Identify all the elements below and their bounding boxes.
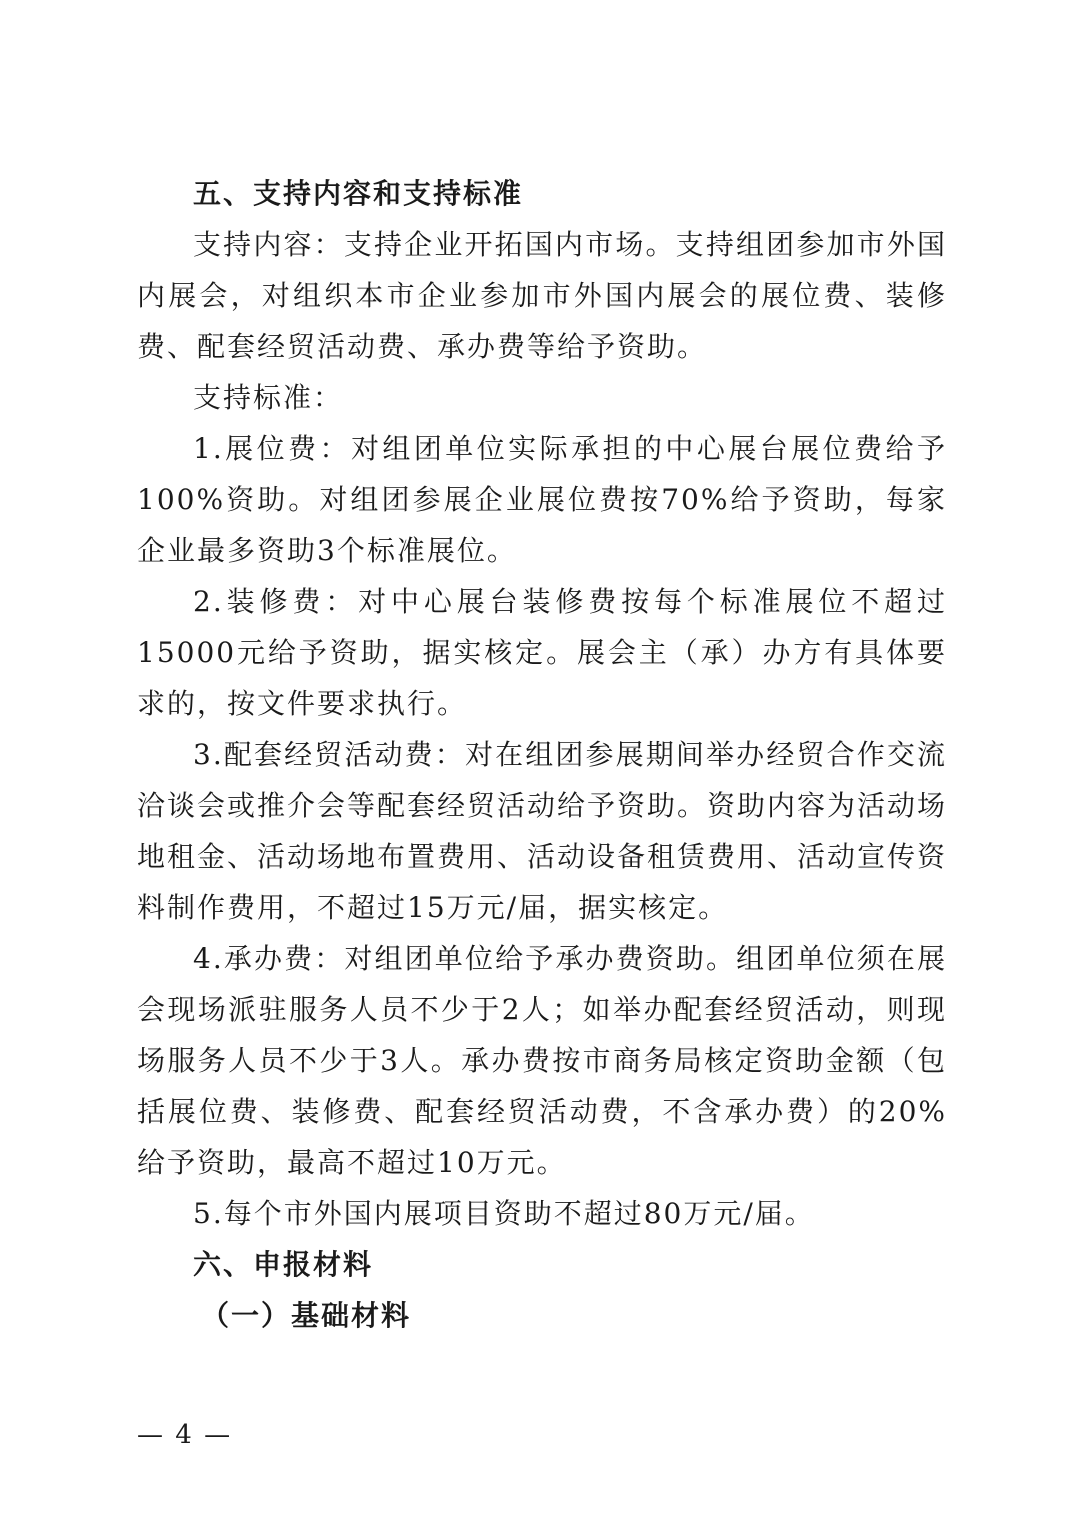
list-item-organizing-fee: 4.承办费：对组团单位给予承办费资助。组团单位须在展会现场派驻服务人员不少于2人；如举办配套经贸活动，则现场服务人员不少于3人。承办费按市商务局核定资助金额（包括展位费、装修费、配套经贸活动费，不含承办费）的20%给予资助，最高不超过10万元。 [137, 942, 947, 1179]
list-item-decoration-fee: 2.装修费：对中心展台装修费按每个标准展位不超过15000元给予资助，据实核定。展会主（承）办方有具体要求的，按文件要求执行。 [137, 585, 947, 720]
list-item-booth-fee: 1.展位费：对组团单位实际承担的中心展台展位费给予100%资助。对组团参展企业展位费按70%给予资助，每家企业最多资助3个标准展位。 [137, 432, 947, 567]
document-body [137, 168, 947, 1341]
paragraph-support-content: 支持内容：支持企业开拓国内市场。支持组团参加市外国内展会，对组织本市企业参加市外国内展会的展位费、装修费、配套经贸活动费、承办费等给予资助。 [137, 228, 947, 363]
sub-heading-basic-materials: （一）基础材料 [201, 1299, 412, 1332]
paragraph-support-standard-label: 支持标准： [193, 381, 344, 414]
page-number: — 4 — [137, 1420, 233, 1450]
list-item-max-funding: 5.每个市外国内展项目资助不超过80万元/届。 [193, 1197, 815, 1230]
section-heading-6: 六、申报材料 [193, 1248, 374, 1281]
section-heading-5: 五、支持内容和支持标准 [193, 177, 524, 210]
list-item-trade-activity-fee: 3.配套经贸活动费：对在组团参展期间举办经贸合作交流洽谈会或推介会等配套经贸活动给予资助。资助内容为活动场地租金、活动场地布置费用、活动设备租赁费用、活动宣传资料制作费用，不超过15万元/届，据实核定。 [137, 738, 948, 924]
